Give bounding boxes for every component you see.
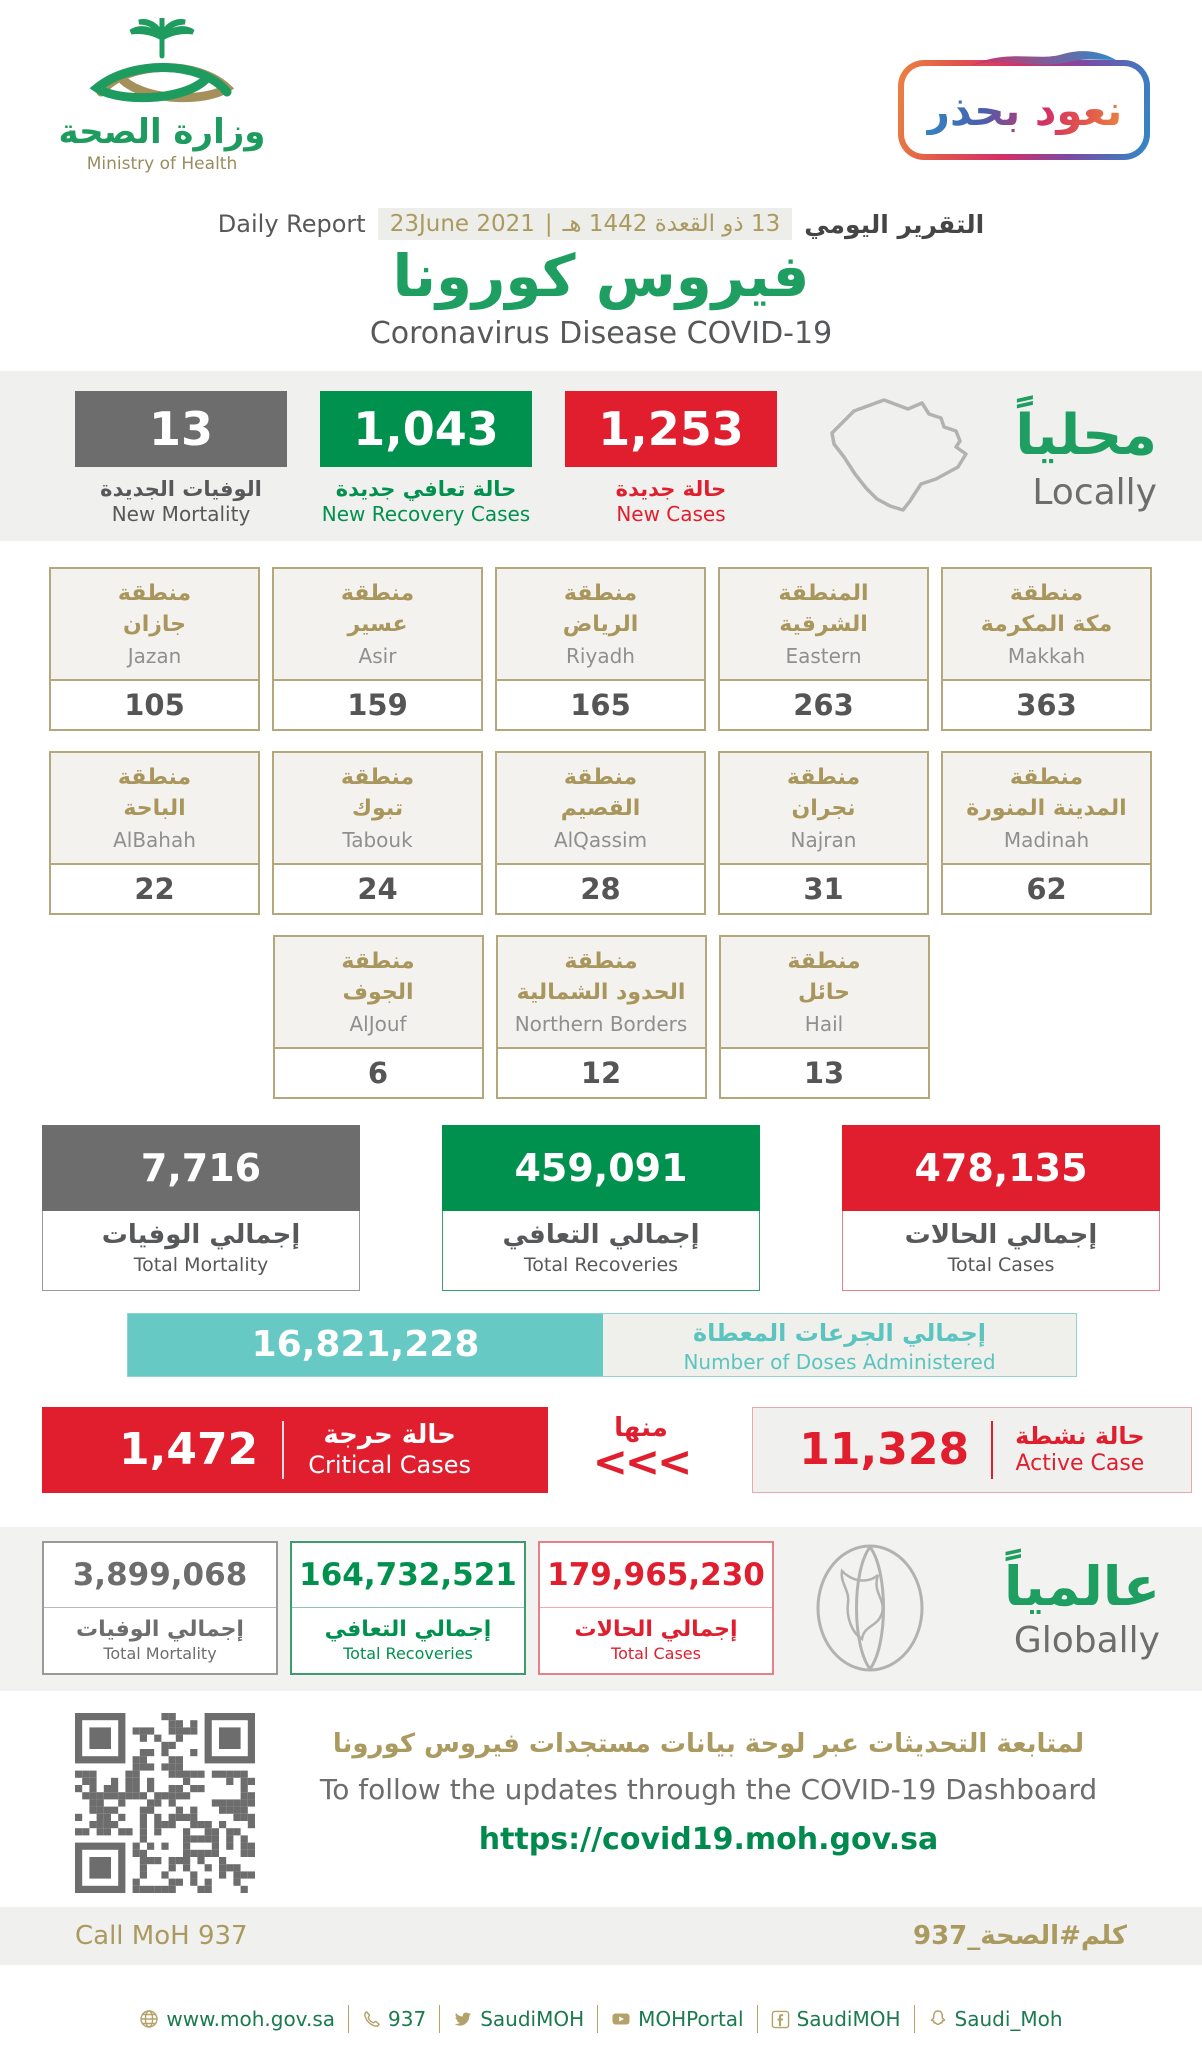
phone-icon (362, 2010, 381, 2029)
call-moh-label: Call MoH 937 (75, 1921, 248, 1952)
global-cases-value: 179,965,230 (540, 1543, 772, 1608)
local-heading-en: Locally (1032, 472, 1157, 513)
global-recoveries-box (290, 1541, 526, 1675)
region-new-cases-value: 6 (367, 1056, 389, 1091)
daily-report-label-en: Daily Report (217, 210, 366, 238)
footer-contacts (0, 2005, 1202, 2033)
region-header (498, 937, 705, 1049)
region-name-en: AlJouf (349, 1011, 407, 1036)
region-new-cases-value: 12 (580, 1056, 622, 1091)
region-header (274, 569, 481, 681)
globe-icon (812, 1541, 928, 1675)
total-mortality-label-en: Total Mortality (133, 1254, 269, 1277)
region-name-ar: منطقة حائل (787, 949, 861, 1006)
doses-label-en: Number of Doses Administered (683, 1349, 996, 1374)
dashboard-line-ar: لمتابعة التحديثات عبر لوحة بيانات مستجدات فيروس كورونا (332, 1729, 1085, 1760)
region-name-ar: منطقة القصيم (560, 765, 641, 822)
global-heading (1004, 1555, 1160, 1661)
active-cases-label-ar: حالة نشطة (1015, 1422, 1145, 1451)
globe-icon (139, 2009, 159, 2029)
region-name-en: Jazan (127, 643, 182, 668)
header (0, 0, 1202, 192)
region-box (49, 751, 260, 915)
moh-emblem-icon (87, 18, 237, 110)
local-heading (1015, 391, 1157, 513)
new-cases-label-ar: حالة جديدة (615, 477, 727, 501)
region-header (943, 569, 1150, 681)
region-name-en: Tabouk (342, 827, 413, 852)
region-header (497, 569, 704, 681)
doses-value: 16,821,228 (128, 1314, 603, 1376)
new-recoveries-stat (320, 391, 532, 527)
region-name-en: Najran (790, 827, 857, 852)
active-cases-box (752, 1407, 1192, 1493)
saudi-arabia-map-icon (820, 387, 988, 519)
critical-cases-label-ar: حالة حرجة (323, 1419, 456, 1450)
local-heading-ar: محلياً (1015, 403, 1157, 468)
region-name-ar: منطقة الرياض (562, 581, 639, 638)
youtube-icon (611, 2009, 631, 2029)
total-recoveries-value: 459,091 (442, 1125, 760, 1211)
region-new-cases-value: 24 (357, 872, 398, 907)
total-cases-label-en: Total Cases (947, 1254, 1055, 1277)
dashboard-section (0, 1713, 1202, 1893)
global-recoveries-value: 164,732,521 (292, 1543, 524, 1608)
region-name-ar: منطقة جازان (117, 581, 192, 638)
region-box (718, 751, 929, 915)
global-cases-label-ar: إجمالي الحالات (574, 1616, 738, 1642)
global-recoveries-label-ar: إجمالي التعافي (324, 1616, 492, 1642)
region-box (272, 567, 483, 731)
snapchat-icon (928, 2009, 948, 2029)
region-name-en: AlBahah (113, 827, 196, 852)
region-header (497, 753, 704, 865)
region-new-cases-value: 263 (793, 688, 854, 723)
total-recoveries-label-en: Total Recoveries (523, 1254, 679, 1277)
region-box (719, 935, 930, 1099)
new-mortality-label-en: New Mortality (111, 502, 251, 527)
doses-administered-bar (127, 1313, 1077, 1377)
region-new-cases-value: 159 (347, 688, 408, 723)
total-cases-box (842, 1125, 1160, 1290)
new-mortality-stat (75, 391, 287, 527)
region-name-en: Hail (804, 1011, 844, 1036)
divider (282, 1421, 284, 1479)
region-name-ar: منطقة نجران (786, 765, 861, 822)
footer-youtube-link[interactable]: MOHPortal (598, 2007, 757, 2031)
return-with-caution-badge (898, 60, 1150, 160)
critical-active-row (0, 1407, 1202, 1493)
critical-cases-label-en: Critical Cases (308, 1450, 471, 1479)
region-name-ar: المنطقة الشرقية (778, 581, 869, 638)
global-mortality-label-en: Total Mortality (103, 1644, 217, 1664)
contact-band (0, 1907, 1202, 1965)
total-mortality-value: 7,716 (42, 1125, 360, 1211)
region-header (275, 937, 482, 1049)
region-name-en: AlQassim (553, 827, 648, 852)
footer-twitter-link[interactable]: SaudiMOH (440, 2007, 597, 2031)
region-box (273, 935, 484, 1099)
total-recoveries-label-ar: إجمالي التعافي (502, 1220, 700, 1251)
region-header (720, 753, 927, 865)
global-mortality-value: 3,899,068 (44, 1543, 276, 1608)
total-recoveries-box (442, 1125, 760, 1290)
region-new-cases-value: 28 (580, 872, 621, 907)
footer-website-link[interactable]: www.moh.gov.sa (126, 2007, 348, 2031)
region-name-en: Northern Borders (514, 1011, 688, 1036)
new-cases-stat (565, 391, 777, 527)
report-date-separator: | (544, 211, 553, 237)
report-line (0, 208, 1202, 240)
new-recoveries-label-en: New Recovery Cases (321, 502, 531, 527)
active-cases-label-en: Active Case (1015, 1450, 1145, 1476)
divider (991, 1421, 993, 1479)
region-new-cases-value: 13 (803, 1056, 845, 1091)
hashtag-label: كلم#الصحة_937 (913, 1921, 1127, 1952)
region-header (274, 753, 481, 865)
badge-swoosh-icon (968, 46, 1118, 72)
global-heading-en: Globally (1013, 1619, 1160, 1661)
daily-report-label-ar: التقرير اليومي (804, 209, 985, 239)
global-cases-label-en: Total Cases (611, 1644, 701, 1664)
chevrons-left-icon: <<< (592, 1437, 690, 1487)
local-section (0, 371, 1202, 541)
region-new-cases-value: 62 (1026, 872, 1067, 907)
global-section (0, 1527, 1202, 1691)
region-name-en: Asir (358, 643, 397, 668)
global-recoveries-label-en: Total Recoveries (343, 1644, 473, 1664)
global-mortality-label-ar: إجمالي الوفيات (76, 1616, 244, 1642)
region-box (49, 567, 260, 731)
region-new-cases-value: 22 (134, 872, 175, 907)
qr-code (75, 1713, 255, 1893)
new-mortality-label-ar: الوفيات الجديدة (100, 477, 262, 501)
region-box (718, 567, 929, 731)
region-box (496, 935, 707, 1099)
region-box (495, 567, 706, 731)
total-cases-value: 478,135 (842, 1125, 1160, 1211)
region-new-cases-value: 363 (1016, 688, 1077, 723)
region-name-ar: منطقة الباحة (117, 765, 192, 822)
region-header (720, 569, 927, 681)
dashboard-url-link[interactable]: https://covid19.moh.gov.sa (478, 1822, 939, 1858)
moh-logo (52, 18, 272, 174)
region-name-ar: منطقة مكة المكرمة (980, 581, 1113, 638)
region-name-en: Madinah (1003, 827, 1090, 852)
twitter-icon (453, 2009, 473, 2029)
doses-labels (603, 1314, 1076, 1376)
regions-row-2 (49, 751, 1153, 915)
footer-phone-link[interactable]: 937 (349, 2007, 439, 2031)
regions-grid (49, 567, 1153, 1099)
region-header (51, 569, 258, 681)
region-name-ar: منطقة تبوك (340, 765, 415, 822)
regions-row-3 (49, 935, 1153, 1099)
region-new-cases-value: 105 (124, 688, 185, 723)
report-date-gregorian: 23June 2021 (389, 211, 535, 237)
region-name-ar: منطقة الجوف (341, 949, 415, 1006)
region-name-ar: منطقة الحدود الشمالية (516, 949, 686, 1006)
active-cases-value: 11,328 (799, 1424, 970, 1476)
region-new-cases-value: 31 (803, 872, 844, 907)
region-box (941, 567, 1152, 731)
footer-snapchat-link[interactable]: Saudi_Moh (915, 2007, 1076, 2031)
region-name-ar: منطقة عسير (340, 581, 415, 638)
region-name-ar: منطقة المدينة المنورة (966, 765, 1127, 822)
report-date-chip (378, 208, 793, 240)
regions-row-1 (49, 567, 1153, 731)
badge-inner (904, 66, 1144, 154)
total-mortality-box (42, 1125, 360, 1290)
new-recoveries-label-ar: حالة تعافي جديدة (335, 477, 517, 501)
new-mortality-value: 13 (75, 391, 287, 467)
critical-cases-value: 1,472 (119, 1424, 259, 1476)
region-name-en: Makkah (1007, 643, 1086, 668)
global-mortality-box (42, 1541, 278, 1675)
new-cases-label-en: New Cases (616, 502, 726, 527)
region-box (272, 751, 483, 915)
region-header (51, 753, 258, 865)
global-heading-ar: عالمياً (1004, 1554, 1160, 1618)
page-title-english: Coronavirus Disease COVID-19 (369, 316, 833, 351)
local-totals (42, 1125, 1160, 1290)
doses-label-ar: إجمالي الجرعات المعطاة (692, 1318, 987, 1347)
of-which-label: منها (614, 1413, 668, 1444)
report-date-hijri: 13 ذو القعدة 1442 هـ (562, 211, 781, 237)
dashboard-line-en: To follow the updates through the COVID-19 Dashboard (319, 1773, 1098, 1807)
region-box (495, 751, 706, 915)
global-cases-box (538, 1541, 774, 1675)
badge-text: نعود بحذر (925, 85, 1123, 135)
region-header (943, 753, 1150, 865)
region-box (941, 751, 1152, 915)
region-name-en: Eastern (785, 643, 862, 668)
page-title-arabic: فيروس كورونا (392, 242, 810, 310)
new-cases-value: 1,253 (565, 391, 777, 467)
facebook-icon (771, 2010, 790, 2029)
total-mortality-label-ar: إجمالي الوفيات (101, 1220, 301, 1251)
total-cases-label-ar: إجمالي الحالات (904, 1220, 1098, 1251)
footer-facebook-link[interactable]: SaudiMOH (758, 2007, 914, 2031)
of-which-indicator (576, 1413, 706, 1486)
logo-title-arabic: وزارة الصحة (58, 112, 266, 152)
region-new-cases-value: 165 (570, 688, 631, 723)
region-header (721, 937, 928, 1049)
logo-title-english: Ministry of Health (86, 154, 238, 174)
critical-cases-box (42, 1407, 548, 1493)
region-name-en: Riyadh (566, 643, 635, 668)
new-recoveries-value: 1,043 (320, 391, 532, 467)
